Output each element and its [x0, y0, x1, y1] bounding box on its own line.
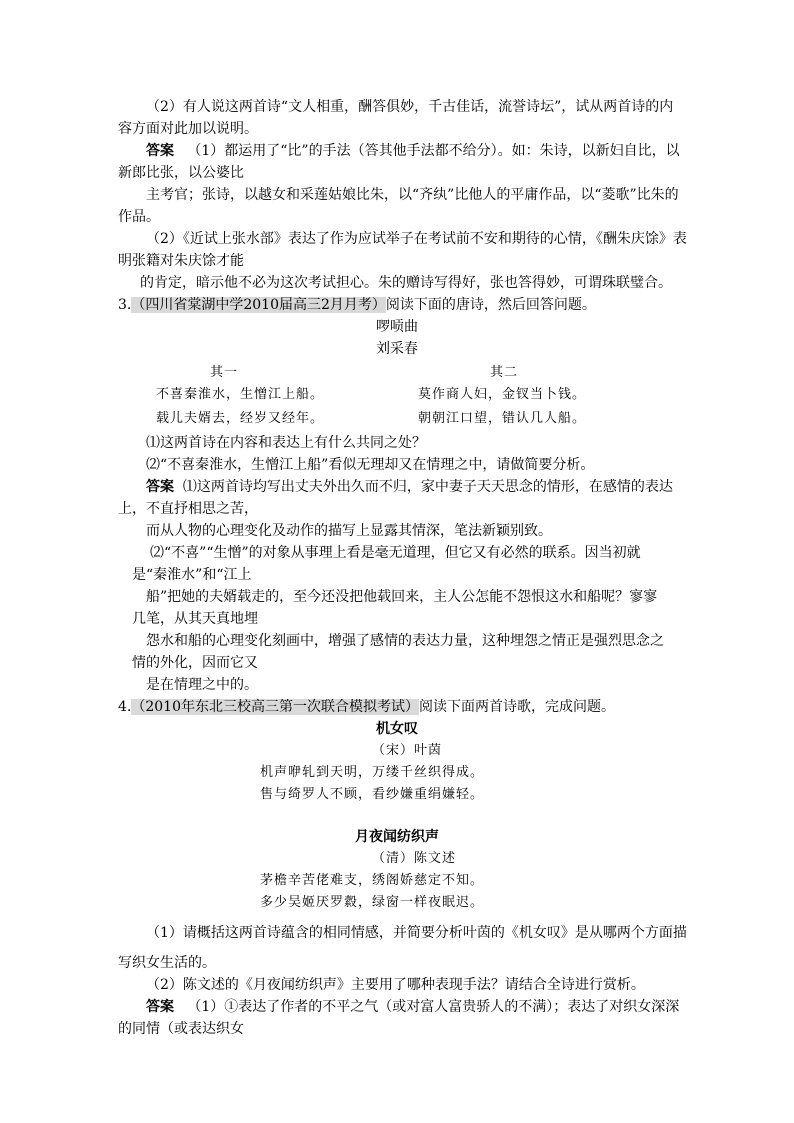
text-line: 容方面对此加以说明。 — [118, 121, 258, 137]
poem-line: 莫作商人妇，金钗当卜钱。 — [418, 387, 587, 402]
answer-line: 是“秦淮水”和“江上 — [132, 567, 252, 583]
question-line: ⑵“不喜秦淮水，生憎江上船”看似无理却又在情理之中，请做简要分析。 — [146, 457, 595, 473]
answer-line: 是在情理之中的。 — [146, 677, 258, 693]
answer-line: 怨水和船的心理变化刻画中，增强了感情的表达力量，这种埋怨之情正是强烈思念之 — [146, 633, 664, 649]
answer-line: 几笔，从其天真地埋 — [132, 611, 258, 627]
question-line: ⑴这两首诗在内容和表达上有什么共同之处？ — [146, 435, 426, 451]
text-line: 明张籍对朱庆馀才能 — [118, 253, 244, 269]
poem-author: 刘采春 — [376, 341, 418, 357]
question-source: （四川省棠湖中学2010届高三2月月考） — [131, 297, 386, 313]
poem-line: 多少吴姬厌罗縠，绿窗一样夜眠迟。 — [260, 895, 485, 910]
answer-line — [146, 476, 673, 498]
poem-title: 月夜闻纺织声 — [355, 829, 439, 845]
answer-line: ⑵“不喜”“生憎”的对象从事理上看是毫无道理，但它又有必然的联系。因当初就 — [150, 545, 641, 561]
poem-title: 啰唝曲 — [376, 319, 418, 335]
poem-line: 茅檐辛苦佬难支，绣阁娇慈定不知。 — [260, 873, 485, 888]
question-line: 写织女生活的。 — [118, 955, 216, 971]
answer-line: 情的外化，因而它又 — [132, 655, 258, 671]
poem-author: （清）陈文述 — [372, 851, 457, 866]
question-3-header — [118, 294, 596, 316]
question-4-header — [118, 696, 615, 718]
text-line: 新郎比张，以公婆比 — [118, 165, 244, 181]
text-line: 主考官；张诗，以越女和采莲姑娘比朱，以“齐纨”比他人的平庸作品，以“菱歌”比朱的 — [146, 187, 679, 203]
answer-line: 上，不直抒相思之苦， — [118, 501, 258, 517]
poem-author: （宋）叶茵 — [372, 743, 443, 758]
answer-label: 答案 — [146, 479, 174, 495]
poem-title: 机女叹 — [376, 721, 418, 737]
poem-part-title: 其二 — [490, 365, 519, 380]
poem-line: 载儿夫婿去，经岁又经年。 — [156, 411, 325, 426]
question-line: （2）陈文述的《月夜闻纺织声》主要用了哪种表现手法？请结合全诗进行赏析。 — [146, 977, 645, 993]
question-instruction: 阅读下面的唐诗，然后回答问题。 — [385, 297, 596, 313]
poem-part-title: 其一 — [210, 365, 239, 380]
poem-line: 不喜秦淮水，生憎江上船。 — [156, 387, 325, 402]
question-number: 4. — [118, 699, 132, 715]
question-source: （2010年东北三校高三第一次联合模拟考试） — [131, 699, 419, 715]
answer-line: 船”把她的夫婿载走的，至今还没把他载回来，主人公怎能不怨恨这水和船呢？寥寥 — [146, 589, 658, 605]
text-line: 的肯定，暗示他不必为这次考试担心。朱的赠诗写得好，张也答得妙，可谓珠联璧合。 — [140, 275, 672, 291]
text-line: （2）有人说这两首诗“文人相重，酬答俱妙，千古佳话，流誉诗坛”，试从两首诗的内 — [146, 99, 674, 115]
poem-line: 售与绮罗人不顾，看纱嫌重绢嫌轻。 — [260, 787, 485, 802]
answer-line: 而从人物的心理变化及动作的描写上显露其情深，笔法新颖别致。 — [146, 523, 552, 539]
answer-line — [146, 140, 680, 162]
text-line: （2）《近试上张水部》表达了作为应试举子在考试前不安和期待的心情，《酬朱庆馀》表 — [146, 231, 687, 247]
question-instruction: 阅读下面两首诗歌，完成问题。 — [419, 699, 615, 715]
answer-line — [146, 996, 679, 1018]
answer-text: （1）①表达了作者的不平之气（或对富人富贵骄人的不满）；表达了对织女深深 — [187, 999, 680, 1015]
answer-label: 答案 — [146, 999, 174, 1015]
answer-text: ⑴这两首诗均写出丈夫外出久而不归，家中妻子天天思念的情形，在感情的表达 — [182, 479, 673, 495]
question-line: （1）请概括这两首诗蕴含的相同情感，并简要分析叶茵的《机女叹》是从哪两个方面描 — [146, 925, 687, 941]
text-line: 作品。 — [118, 209, 160, 225]
question-number: 3. — [118, 297, 132, 313]
answer-text: （1）都运用了“比”的手法（答其他手法都不给分）。如：朱诗，以新妇自比，以 — [187, 143, 680, 159]
poem-line: 朝朝江口望，错认几人船。 — [418, 411, 587, 426]
answer-label: 答案 — [146, 143, 174, 159]
answer-line: 的同情（或表达织女 — [118, 1021, 244, 1037]
poem-line: 机声咿轧到天明，万缕千丝织得成。 — [260, 765, 485, 780]
